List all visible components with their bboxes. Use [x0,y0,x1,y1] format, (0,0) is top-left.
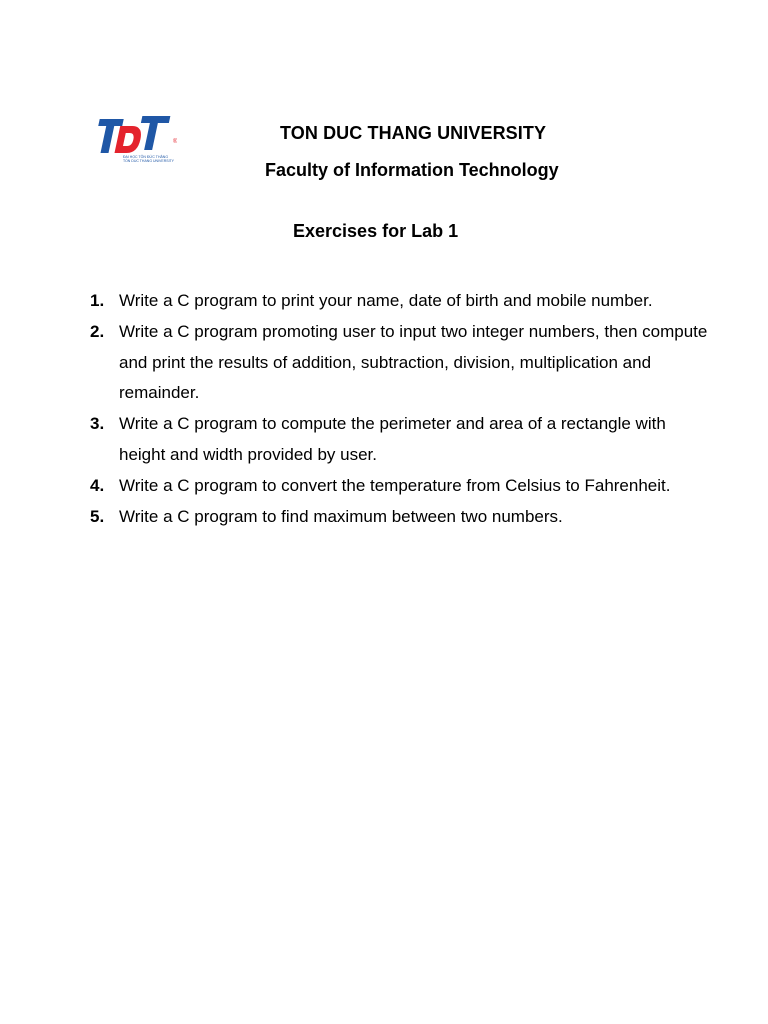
university-name: TON DUC THANG UNIVERSITY [280,123,547,143]
exercise-text: Write a C program to find maximum between two numbers. [119,506,563,526]
registered-mark: ® [173,139,177,145]
logo-caption-line2: TON DUC THANG UNIVERSITY [123,159,175,163]
exercise-list [90,286,710,532]
exercise-text: Write a C program to convert the temperature from Celsius to Fahrenheit. [119,475,671,495]
tdt-university-logo [93,113,177,165]
exercise-item [90,502,710,533]
exercise-text: Write a C program to print your name, date of birth and mobile number. [119,291,653,310]
exercise-item [90,286,710,317]
faculty-name: Faculty of Information Technology [265,160,559,180]
exercise-item [90,471,710,502]
exercise-item [90,317,710,409]
exercise-text: Write a C program to compute the perimeter and area of a rectangle with height and width provided by user. [119,414,666,464]
exercise-number: 5. [90,506,105,526]
lab-title: Exercises for Lab 1 [293,221,459,241]
exercise-number: 4. [90,475,105,495]
exercise-number: 2. [90,321,105,341]
logo-caption-line1: ĐẠI HỌC TÔN ĐỨC THẮNG [123,155,169,159]
exercise-text: Write a C program promoting user to input two integer numbers, then compute and print the results of addition, subtraction, division, multiplication and remainder. [119,321,708,403]
exercise-item [90,409,710,471]
exercise-number: 3. [90,414,105,434]
exercise-number: 1. [90,291,105,310]
